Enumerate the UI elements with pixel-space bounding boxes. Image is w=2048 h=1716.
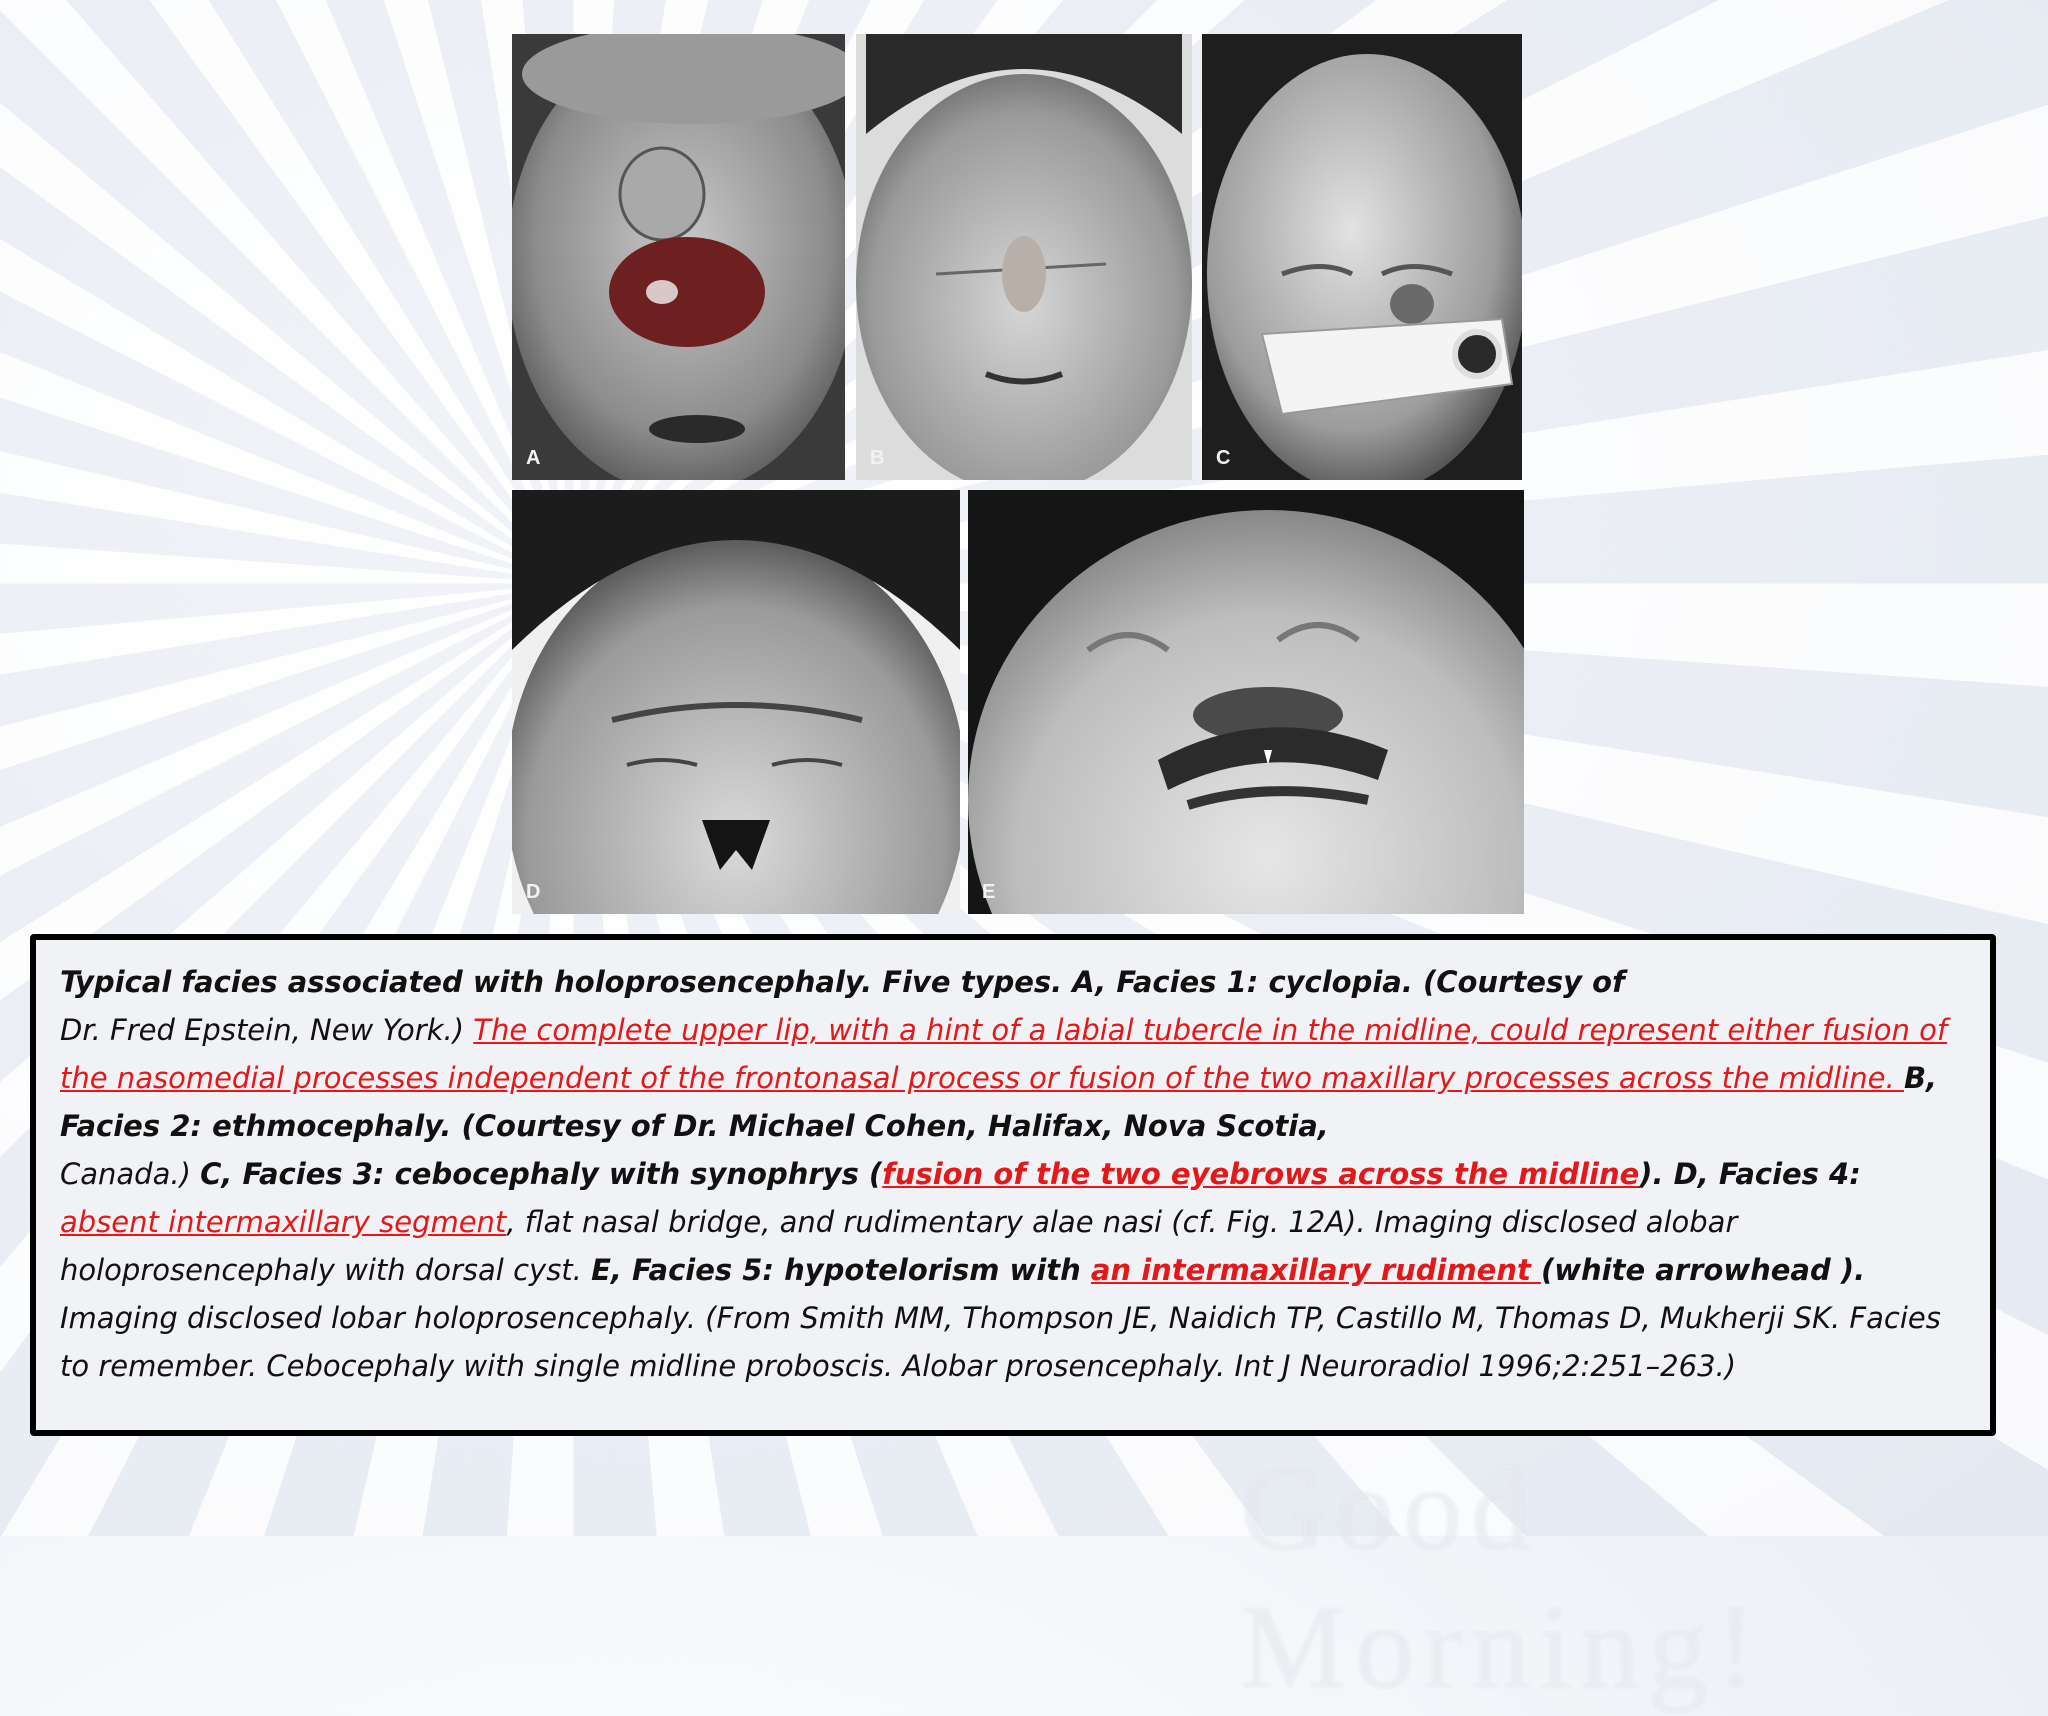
caption-facies-3: C, Facies 3: cebocephaly with synophrys ( (200, 1157, 883, 1191)
photo-b-label: B (870, 447, 885, 469)
photo-c-label: C (1216, 447, 1231, 469)
caption-highlight-intermaxillary: absent intermaxillary segment (60, 1205, 507, 1239)
photo-a-cyclopia (512, 34, 845, 480)
photo-a-label: A (526, 447, 541, 469)
photo-b-image (856, 34, 1192, 480)
caption-facies-2: B, Facies 2: ethmocephaly. (Courtesy of Dr. Michael Cohen, Halifax, Nova Scotia, (60, 1061, 1938, 1143)
watermark-text: Good Morning! (1240, 1442, 1764, 1713)
caption-courtesy-a: Dr. Fred Epstein, New York.) (60, 1013, 474, 1047)
caption-facies-4-detail: , flat nasal bridge, and rudimentary alae nasi (cf. Fig. 12A). Imaging disclosed alobar holoprosencephaly with dorsal cyst. (60, 1205, 1738, 1287)
photo-a-image (512, 34, 845, 480)
photo-b-ethmocephaly (856, 34, 1192, 480)
caption-facies-4: ). D, Facies 4: (1639, 1157, 1861, 1191)
caption-reference: Imaging disclosed lobar holoprosencephaly. (From Smith MM, Thompson JE, Naidich TP, Castillo M, Thomas D, Mukherji SK. Facies to remember. Cebocephaly with single midline proboscis. Alobar prosencephaly. Int J Neuroradiol 1996;2:251–263.) (60, 1301, 1941, 1383)
caption-box (30, 934, 1996, 1436)
photo-e-label: E (982, 881, 996, 903)
caption-highlight-rudiment: an intermaxillary rudiment (1090, 1253, 1541, 1287)
photo-d-image (512, 490, 960, 914)
photo-d-label: D (526, 881, 541, 903)
caption-highlight-upper-lip: The complete upper lip, with a hint of a labial tubercle in the midline, could represent either fusion of the nasomedial processes independent of the frontonasal process or fusion of the two maxillary processes across the midline. (60, 1013, 1948, 1095)
photo-d-facies-4 (512, 490, 960, 914)
caption-facies-5: E, Facies 5: hypotelorism with (591, 1253, 1091, 1287)
photo-c-image (1202, 34, 1522, 480)
photo-c-cebocephaly (1202, 34, 1522, 480)
caption-highlight-eyebrows: fusion of the two eyebrows across the midline (882, 1157, 1640, 1191)
caption-sentence-1: Typical facies associated with holoprosencephaly. Five types. A, Facies 1: cyclopia. (Courtesy of (60, 965, 1625, 999)
caption-canada: Canada.) (60, 1157, 201, 1191)
photo-e-image (968, 490, 1524, 914)
caption-arrowhead: (white arrowhead ). (1540, 1253, 1866, 1287)
photo-e-facies-5 (968, 490, 1524, 914)
